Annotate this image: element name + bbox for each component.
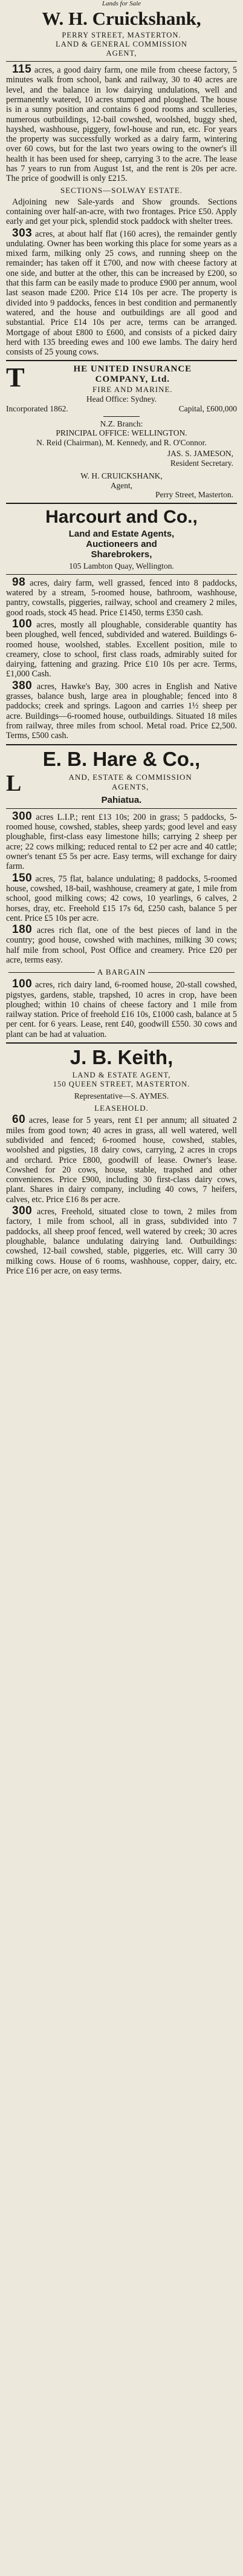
divider: [6, 808, 237, 809]
listing-paragraph: 150 acres, 75 flat, balance undulating; 8 paddocks, 5-roomed house, cowshed, 18-bail, washhouse, creamery at gate, 1 mile from school, good milking cows; 42 cows, 10 yearlings, 6 calves, 2 horses, dray, etc. Freehold £15 17s 6d, £250 cash, balance 5 per cent. Price £5 10s per acre.: [6, 871, 238, 923]
listing-paragraph: 115 acres, a good dairy farm, one mile from cheese factory, 5 minutes walk from school, bank and railway, 30 to 40 acres are level, and the balance in low dairying undulations, well and permanently watered, 10 acres stumped and ploughed. The house is in a sunny position and contains 6 good rooms and sculleries, numerous outbuildings, 12-bail cowshed, woolshed, buggy shed, hayshed, washhouse, piggery, fowl-house and run, etc. For years the property was successfully worked as a dairy farm, wintering over 60 cows, but for the last two years owing to the owner's ill health it has been used for sheep, carrying 3 to the acre. The lease has 7 years to run from August 1st, and the rent is 20s per acre. The price of goodwill is only £215.: [6, 63, 238, 184]
keith-address: 150 QUEEN STREET, MASTERTON.: [53, 1080, 190, 1089]
harcourt-line3: Sharebrokers,: [91, 549, 152, 560]
divider: [148, 972, 235, 973]
cruickshank-street: PERRY STREET, MASTERTON.: [62, 31, 181, 40]
keith-title: J. B. Keith,: [70, 1046, 173, 1069]
section-heading: SECTIONS—SOLWAY ESTATE.: [60, 185, 183, 195]
harcourt-line1: Land and Estate Agents,: [68, 528, 175, 539]
insurance-capital: Capital, £600,000: [178, 404, 237, 413]
divider: [6, 503, 237, 504]
listing-paragraph: 180 acres rich flat, one of the best pieces of land in the country; good house, cowshed with machines, milking 30 cows; half mile from school, Post Office and creamery. Price £20 per acre, terms easy.: [6, 923, 237, 965]
divider: [8, 972, 95, 973]
listing-paragraph: 100 acres, mostly all ploughable, considerable quantity has been ploughed, well fenced, subdivided and watered. Buildings 6-roomed house, woolshed, stables. Excellent position, mile to creamery, close to school, first class roads, admirably suited for dairying, fattening and grazing. Price £10 10s per acre. Terms, £1,000 Cash.: [6, 617, 238, 679]
top-clipped-heading: Lands for Sale: [102, 0, 141, 7]
divider: [6, 360, 237, 361]
cruickshank-agency-line2: AGENT,: [106, 49, 137, 58]
harcourt-line2: Auctioneers and: [86, 538, 157, 549]
section-heading: LEASEHOLD.: [94, 1103, 149, 1113]
insurance-agent-address: Perry Street, Masterton.: [155, 490, 233, 500]
listing-paragraph: 300 acres, Freehold, situated close to town, 2 miles from factory, 1 mile from school, all in grass, subdivided into 7 paddocks, all sheep proof fenced, well watered by creek; 30 acres ploughable, balance undulating dairying land. Outbuildings: cowshed, 12-bail cowshed, stable, piggeries, etc. Will carry 30 milking cows. House of 6 rooms, washhouse, copper, dairy, etc. Price £16 per acre, on easy terms.: [6, 1205, 238, 1276]
harcourt-address: 105 Lambton Quay, Wellington.: [69, 561, 174, 570]
bargain-label: A BARGAIN: [97, 967, 146, 977]
insurance-secretary-title: Resident Secretary.: [170, 458, 233, 468]
harcourt-title: Harcourt and Co.,: [45, 506, 198, 527]
keith-line1: LAND & ESTATE AGENT,: [72, 1071, 171, 1080]
harcourt-advertisement: [6, 507, 237, 741]
keith-representative: Representative—S. AYMES.: [74, 1091, 169, 1101]
listing-paragraph: 303 acres, at about half flat (160 acres), the remainder gently undulating. Owner has been working this place for some years as a mixed farm, milking only 25 cows, and running sheep on the remainder; has taken off it £700, and now with cheese factory at one side, and butter at the other, this can be increased by £200, so that this farm can be easily made to produce £900 per annum, wool last season made £200. Price £14 10s per acre. The property is divided into 9 paddocks, fences in best condition and permanently watered, and the house and outbuildings are all good and substantial. Price £14 10s per acre, terms can be arranged. Mortgage of about £800 to £600, and consists of a picked dairy herd with 135 breeding ewes and 100 ewe lambs. The dairy herd consists of 25 young cows.: [6, 226, 237, 358]
insurance-name-line2: COMPANY, Ltd.: [95, 374, 170, 385]
divider: [6, 1042, 237, 1044]
keith-advertisement: [6, 1047, 237, 1276]
listing-paragraph: 100 acres, rich dairy land, 6-roomed house, 20-stall cowshed, pigstyes, gardens, stable, trapshed, 10 acres in crop, have been ploughed; within 10 chains of cheese factory and 1 mile from railway station. Price of freehold £16 10s, £1000 cash, balance at 5 per cent. for 6 years. Lease, rent £40, goodwill £550. 30 cows and plant can be had at valuation.: [6, 978, 237, 1039]
divider: [6, 574, 237, 575]
divider: [103, 416, 140, 417]
insurance-branch: N.Z. Branch:: [100, 419, 143, 428]
divider: [6, 744, 237, 745]
cruickshank-agency-line1: LAND & GENERAL COMMISSION: [56, 40, 187, 49]
hare-line2: AGENTS,: [111, 782, 149, 791]
insurance-incorporated: Incorporated 1862.: [6, 404, 68, 413]
insurance-principal: PRINCIPAL OFFICE: WELLINGTON.: [56, 428, 187, 437]
insurance-directors: N. Reid (Chairman), M. Kennedy, and R. O'Connor.: [36, 437, 207, 447]
hare-advertisement: [6, 748, 237, 1040]
divider: [6, 61, 237, 62]
listing-paragraph: 300 acres L.I.P.; rent £13 10s; 200 in grass; 5 paddocks, 5-roomed house, cowshed, stables, sheep yards; good level and easy ploughable, first-class easy limestone hills; carrying 2 sheep per acre; 22 cows milking; reduced rental to £2 per acre and 40 cattle; owner's tenant £5 5s per acre. Easy terms, will exchange for dairy farm.: [6, 809, 238, 872]
listing-paragraph: 380 acres, Hawke's Bay, 300 acres in English and Native grasses, balance bush, large area in ploughable; fenced into 8 paddocks; creek and springs. Lagoon and carries 1½ sheep per acre. Buildings—6-roomed house, outbuildings. Situated 18 miles from railway, three miles from school. Metal road. Price £2,500. Terms, £500 cash.: [6, 679, 238, 741]
insurance-name-line1: HE UNITED INSURANCE: [73, 364, 192, 374]
hare-town: Pahiatua.: [101, 794, 142, 805]
drop-cap: T: [6, 364, 25, 393]
cruickshank-advertisement: [6, 8, 237, 357]
insurance-secretary-name: JAS. S. JAMESON,: [167, 449, 233, 458]
listing-paragraph: Adjoining new Sale-yards and Show grounds. Sections containing over half-an-acre, with two frontages. Price £50. Apply early and get your pick, splendid stock paddock with shelter trees.: [6, 197, 237, 227]
insurance-kind: FIRE AND MARINE.: [92, 385, 173, 394]
hare-title: E. B. Hare & Co.,: [42, 747, 201, 770]
listing-paragraph: 60 acres, lease for 5 years, rent £1 per annum; all situated 2 miles from good town; 40 acres in grass, all well watered, well subdivided and fenced; 6-roomed house, cowshed, stables, woolshed and pigsties, 18 dairy cows, carrying, 2 acres in crops and orchard. Price £800, goodwill of lease. Owner's lease. Cowshed for 20 cows, house, stable, trapshed and other conveniences. Price £900, including 30 first-class dairy cows, plant. Shares in dairy company, including 40 cows, 7 heifers, calves, etc. Price £16 8s per acre.: [6, 1113, 237, 1205]
insurance-agent-title: Agent,: [110, 480, 133, 490]
insurance-head-office: Head Office: Sydney.: [86, 394, 157, 404]
bargain-banner: [6, 967, 237, 977]
listing-paragraph: 98 acres, dairy farm, well grassed, fenced into 8 paddocks, watered by a stream, 5-roomed house, bathroom, washhouse, pantry, cowstalls, piggeries, railway, school and creamery 2 miles, good roads, stock 45 head. Price £1450, terms £350 cash.: [6, 575, 237, 618]
insurance-advertisement: [6, 364, 237, 499]
insurance-incorporation-row: [6, 404, 237, 414]
drop-cap: L: [6, 772, 22, 794]
hare-line1: AND, ESTATE & COMMISSION: [68, 772, 192, 782]
cruickshank-title: W. H. Cruickshank,: [42, 8, 201, 29]
insurance-agent-name: W. H. CRUICKSHANK,: [80, 471, 163, 481]
